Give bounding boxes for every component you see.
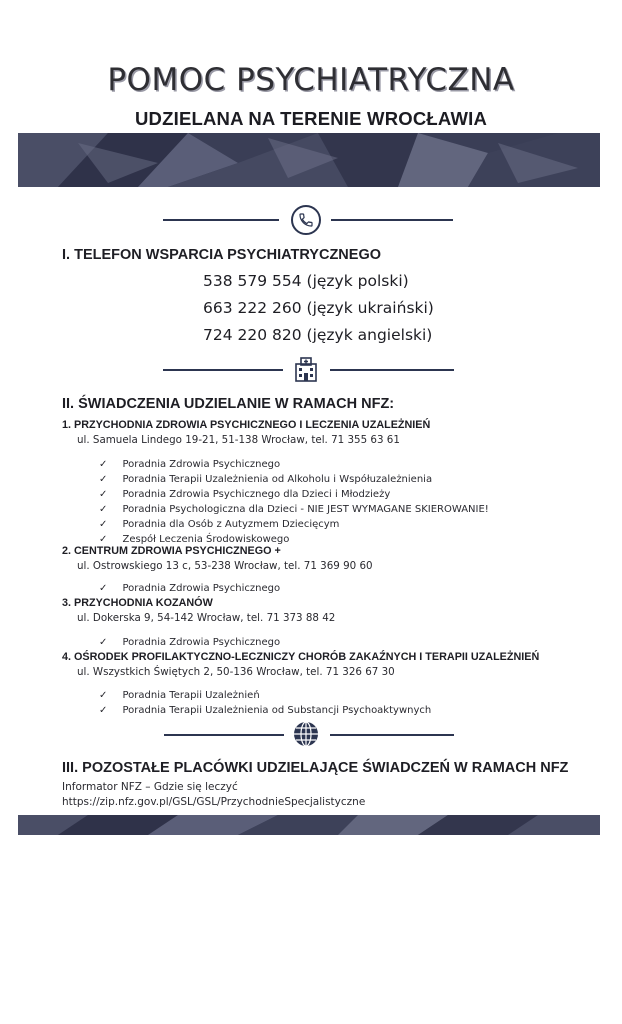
clinic-4-name: 4. OŚRODEK PROFILAKTYCZNO-LECZNICZY CHORÓB ZAKAŹNYCH I TERAPII UZALEŻNIEŃ: [62, 651, 540, 663]
list-item: ✓ Poradnia dla Osób z Autyzmem Dziecięcym: [99, 519, 340, 530]
check-icon: ✓: [99, 459, 108, 470]
divider-right: [330, 369, 454, 371]
nfz-link[interactable]: https://zip.nfz.gov.pl/GSL/GSL/PrzychodnieSpecjalistyczne: [62, 796, 366, 808]
clinic-3-name: 3. PRZYCHODNIA KOZANÓW: [62, 597, 213, 609]
divider-right: [330, 734, 454, 736]
check-icon: ✓: [99, 504, 108, 515]
section3-heading: III. POZOSTAŁE PLACÓWKI UDZIELAJĄCE ŚWIADCZEŃ W RAMACH NFZ: [62, 760, 569, 776]
phone-english: 724 220 820 (język angielski): [203, 326, 433, 344]
check-icon: ✓: [99, 534, 108, 545]
check-icon: ✓: [99, 474, 108, 485]
list-item: ✓ Poradnia Psychologiczna dla Dzieci - NIE JEST WYMAGANE SKIEROWANIE!: [99, 504, 489, 515]
check-icon: ✓: [99, 690, 108, 701]
list-item: ✓ Poradnia Terapii Uzależnienia od Alkoholu i Współuzależnienia: [99, 474, 433, 485]
page-title: POMOC PSYCHIATRYCZNA: [107, 62, 515, 98]
list-item: ✓ Poradnia Zdrowia Psychicznego dla Dzieci i Młodzieży: [99, 489, 391, 500]
decorative-banner-bottom: [18, 815, 600, 835]
info-line: Informator NFZ – Gdzie się leczyć: [62, 781, 238, 793]
list-item: ✓ Poradnia Zdrowia Psychicznego: [99, 459, 281, 470]
list-item: ✓ Poradnia Zdrowia Psychicznego: [99, 637, 281, 648]
divider-left: [163, 219, 279, 221]
list-item: ✓ Poradnia Terapii Uzależnień: [99, 690, 260, 701]
phone-polish: 538 579 554 (język polski): [203, 272, 409, 290]
divider-left: [164, 734, 284, 736]
check-icon: ✓: [99, 519, 108, 530]
clinic-1-address: ul. Samuela Lindego 19-21, 51-138 Wrocław, tel. 71 355 63 61: [77, 434, 400, 446]
list-item: ✓ Zespół Leczenia Środowiskowego: [99, 534, 290, 545]
check-icon: ✓: [99, 583, 108, 594]
list-item: ✓ Poradnia Zdrowia Psychicznego: [99, 583, 281, 594]
list-item: ✓ Poradnia Terapii Uzależnienia od Substancji Psychoaktywnych: [99, 705, 432, 716]
clinic-2-address: ul. Ostrowskiego 13 c, 53-238 Wrocław, tel. 71 369 90 60: [77, 560, 373, 572]
section2-heading: II. ŚWIADCZENIA UDZIELANIE W RAMACH NFZ:: [62, 396, 395, 412]
divider-left: [163, 369, 283, 371]
check-icon: ✓: [99, 489, 108, 500]
hospital-icon: [292, 356, 320, 382]
phone-icon: [291, 205, 321, 235]
section1-heading: I. TELEFON WSPARCIA PSYCHIATRYCZNEGO: [62, 247, 382, 263]
divider-right: [331, 219, 453, 221]
clinic-1-name: 1. PRZYCHODNIA ZDROWIA PSYCHICZNEGO I LECZENIA UZALEŻNIEŃ: [62, 419, 431, 431]
clinic-4-address: ul. Wszystkich Świętych 2, 50-136 Wrocław, tel. 71 326 67 30: [77, 666, 395, 678]
check-icon: ✓: [99, 705, 108, 716]
check-icon: ✓: [99, 637, 108, 648]
globe-icon: [293, 721, 319, 747]
decorative-banner-top: [18, 133, 600, 187]
phone-ukrainian: 663 222 260 (język ukraiński): [203, 299, 434, 317]
clinic-3-address: ul. Dokerska 9, 54-142 Wrocław, tel. 71 373 88 42: [77, 612, 336, 624]
clinic-2-name: 2. CENTRUM ZDROWIA PSYCHICZNEGO +: [62, 545, 281, 557]
page-subtitle: UDZIELANA NA TERENIE WROCŁAWIA: [135, 108, 487, 129]
